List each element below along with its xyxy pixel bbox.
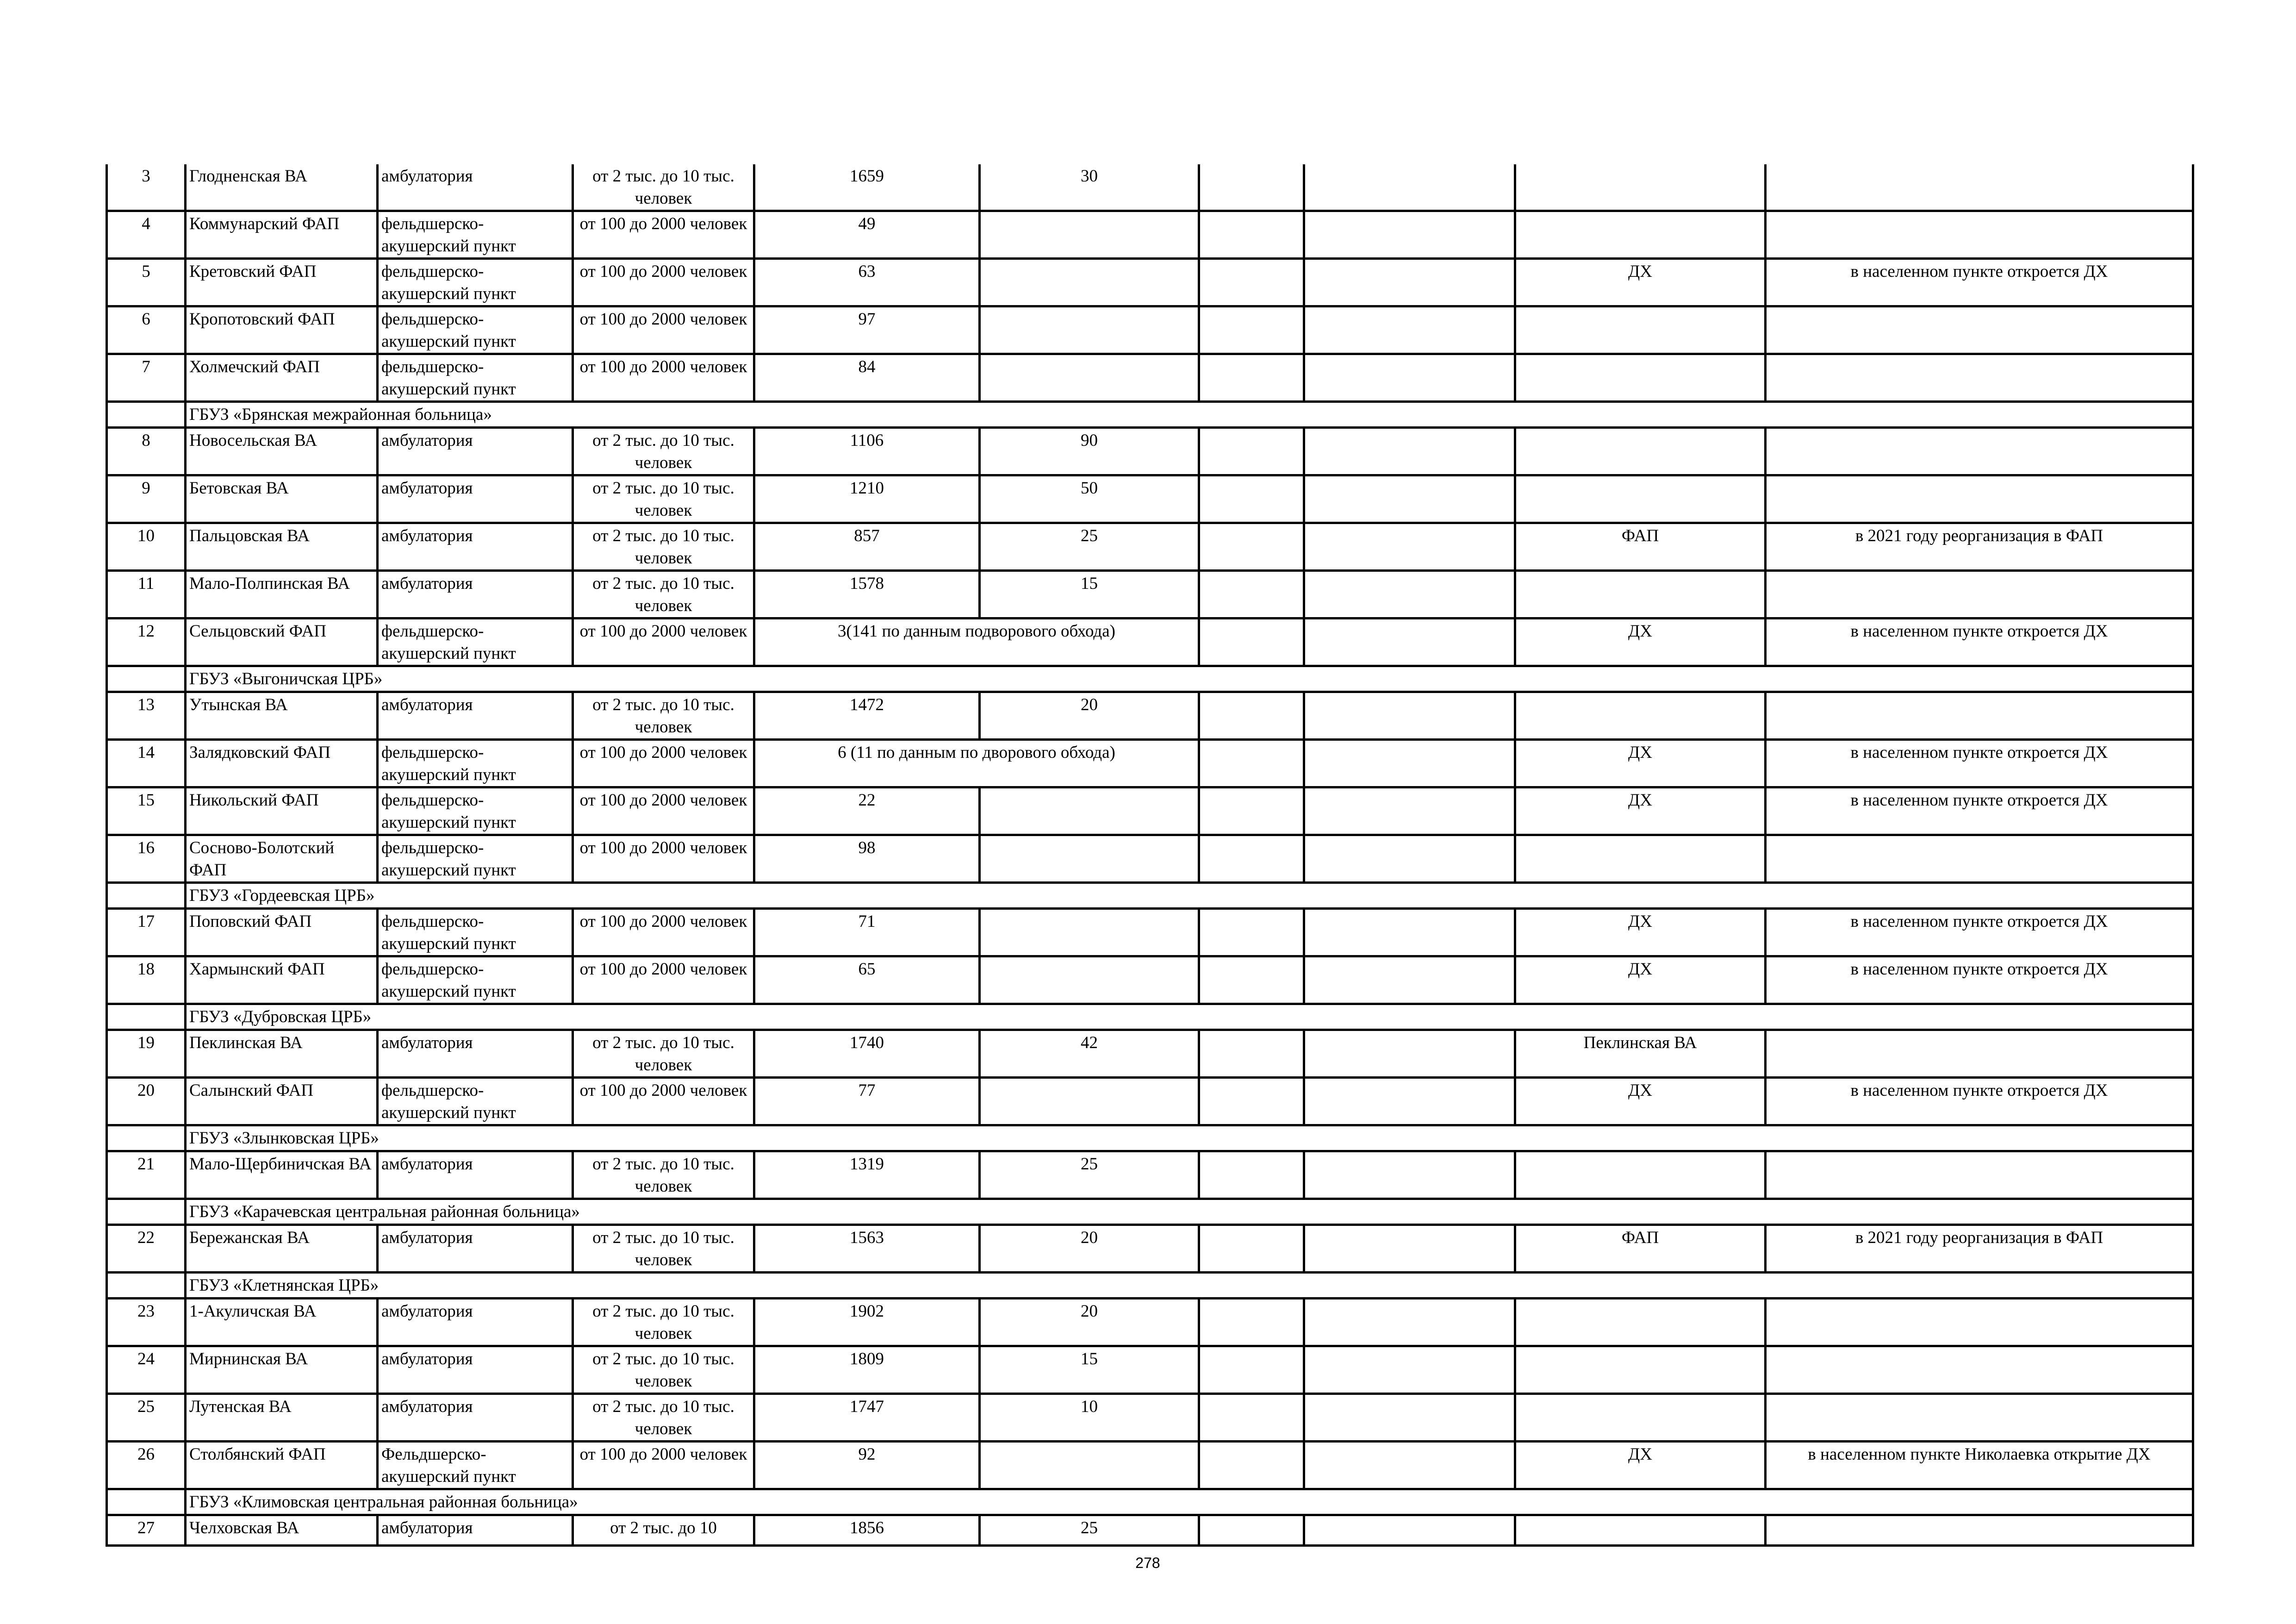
row-number: 7 — [107, 354, 186, 402]
row-number: 4 — [107, 211, 186, 259]
population-range: от 2 тыс. до 10 — [573, 1515, 754, 1546]
planned-unit: ДХ — [1515, 1078, 1766, 1125]
facility-type: фельдшерско-акушерский пункт — [378, 1078, 573, 1125]
population-range: от 2 тыс. до 10 тыс. человек — [573, 428, 754, 475]
planned-unit: ДХ — [1515, 956, 1766, 1004]
planned-action — [1766, 428, 2193, 475]
col7-value — [1199, 740, 1304, 787]
population-count: 77 — [754, 1078, 980, 1125]
col7-value — [1199, 835, 1304, 883]
col8-value — [1304, 1151, 1515, 1199]
col7-value — [1199, 259, 1304, 306]
section-title: ГБУЗ «Злынковская ЦРБ» — [186, 1125, 2193, 1151]
planned-unit — [1515, 1394, 1766, 1442]
planned-action: в населенном пункте откроется ДХ — [1766, 787, 2193, 835]
col7-value — [1199, 428, 1304, 475]
population-count: 63 — [754, 259, 980, 306]
section-num-cell — [107, 1273, 186, 1299]
planned-action — [1766, 1394, 2193, 1442]
planned-unit — [1515, 1346, 1766, 1394]
population-count: 92 — [754, 1442, 980, 1489]
facility-type: амбулатория — [378, 164, 573, 211]
col8-value — [1304, 1346, 1515, 1394]
table-row — [107, 306, 2193, 354]
population-count: 1106 — [754, 428, 980, 475]
row-number: 22 — [107, 1225, 186, 1273]
facility-type: амбулатория — [378, 475, 573, 523]
row-number: 12 — [107, 618, 186, 666]
population-count: 1578 — [754, 571, 980, 618]
row-number: 18 — [107, 956, 186, 1004]
page-number: 278 — [1135, 1555, 1160, 1571]
col7-value — [1199, 1299, 1304, 1346]
planned-action — [1766, 571, 2193, 618]
col8-value — [1304, 956, 1515, 1004]
planned-action: в 2021 году реорганизация в ФАП — [1766, 523, 2193, 571]
section-row — [107, 1004, 2193, 1030]
population-range: от 2 тыс. до 10 тыс. человек — [573, 1151, 754, 1199]
population-range: от 100 до 2000 человек — [573, 259, 754, 306]
facility-type: амбулатория — [378, 1225, 573, 1273]
population-range: от 100 до 2000 человек — [573, 1078, 754, 1125]
planned-action — [1766, 1515, 2193, 1546]
section-title: ГБУЗ «Гордеевская ЦРБ» — [186, 883, 2193, 909]
population-count: 98 — [754, 835, 980, 883]
distance-value: 15 — [980, 1346, 1199, 1394]
row-number: 16 — [107, 835, 186, 883]
col8-value — [1304, 787, 1515, 835]
col8-value — [1304, 523, 1515, 571]
facility-type: фельдшерско-акушерский пункт — [378, 787, 573, 835]
row-number: 14 — [107, 740, 186, 787]
facility-type: фельдшерско-акушерский пункт — [378, 306, 573, 354]
table-row — [107, 1151, 2193, 1199]
col8-value — [1304, 475, 1515, 523]
table-row — [107, 211, 2193, 259]
planned-action — [1766, 354, 2193, 402]
facility-name: Коммунарский ФАП — [186, 211, 378, 259]
row-number: 5 — [107, 259, 186, 306]
population-range: от 2 тыс. до 10 тыс. человек — [573, 1394, 754, 1442]
section-title: ГБУЗ «Клетнянская ЦРБ» — [186, 1273, 2193, 1299]
section-num-cell — [107, 883, 186, 909]
distance-value: 50 — [980, 475, 1199, 523]
row-number: 15 — [107, 787, 186, 835]
distance-value — [980, 1078, 1199, 1125]
row-number: 6 — [107, 306, 186, 354]
planned-action — [1766, 692, 2193, 740]
col8-value — [1304, 1442, 1515, 1489]
planned-unit — [1515, 475, 1766, 523]
col7-value — [1199, 523, 1304, 571]
planned-action: в населенном пункте откроется ДХ — [1766, 909, 2193, 956]
planned-action — [1766, 835, 2193, 883]
population-count: 6 (11 по данным по дворового обхода) — [754, 740, 1199, 787]
table-row — [107, 1078, 2193, 1125]
facility-type: фельдшерско-акушерский пункт — [378, 909, 573, 956]
col8-value — [1304, 1225, 1515, 1273]
planned-action — [1766, 164, 2193, 211]
population-range: от 100 до 2000 человек — [573, 211, 754, 259]
planned-unit: ДХ — [1515, 787, 1766, 835]
planned-action — [1766, 475, 2193, 523]
table-row — [107, 164, 2193, 211]
facility-type: амбулатория — [378, 523, 573, 571]
population-range: от 2 тыс. до 10 тыс. человек — [573, 1030, 754, 1078]
section-title: ГБУЗ «Дубровская ЦРБ» — [186, 1004, 2193, 1030]
planned-unit: Пеклинская ВА — [1515, 1030, 1766, 1078]
planned-action: в 2021 году реорганизация в ФАП — [1766, 1225, 2193, 1273]
planned-action: в населенном пункте откроется ДХ — [1766, 259, 2193, 306]
population-range: от 100 до 2000 человек — [573, 909, 754, 956]
facility-type: фельдшерско-акушерский пункт — [378, 259, 573, 306]
facility-type: амбулатория — [378, 1030, 573, 1078]
facility-name: Челховская ВА — [186, 1515, 378, 1546]
table-row — [107, 787, 2193, 835]
facility-type: фельдшерско-акушерский пункт — [378, 354, 573, 402]
distance-value: 20 — [980, 692, 1199, 740]
section-num-cell — [107, 666, 186, 692]
col8-value — [1304, 164, 1515, 211]
col7-value — [1199, 1394, 1304, 1442]
planned-unit: ДХ — [1515, 740, 1766, 787]
col8-value — [1304, 1078, 1515, 1125]
facility-type: амбулатория — [378, 1515, 573, 1546]
facility-name: Столбянский ФАП — [186, 1442, 378, 1489]
table-row — [107, 835, 2193, 883]
table-row — [107, 1346, 2193, 1394]
col8-value — [1304, 835, 1515, 883]
distance-value — [980, 211, 1199, 259]
table-row — [107, 354, 2193, 402]
planned-unit — [1515, 354, 1766, 402]
col7-value — [1199, 1151, 1304, 1199]
section-title: ГБУЗ «Выгоничская ЦРБ» — [186, 666, 2193, 692]
distance-value: 25 — [980, 1515, 1199, 1546]
distance-value: 10 — [980, 1394, 1199, 1442]
planned-unit: ДХ — [1515, 618, 1766, 666]
planned-unit: ДХ — [1515, 1442, 1766, 1489]
row-number: 23 — [107, 1299, 186, 1346]
section-num-cell — [107, 1489, 186, 1515]
population-range: от 2 тыс. до 10 тыс. человек — [573, 475, 754, 523]
section-num-cell — [107, 402, 186, 428]
col8-value — [1304, 1515, 1515, 1546]
section-row — [107, 1489, 2193, 1515]
planned-action — [1766, 1151, 2193, 1199]
row-number: 3 — [107, 164, 186, 211]
planned-action — [1766, 211, 2193, 259]
planned-unit — [1515, 835, 1766, 883]
col7-value — [1199, 956, 1304, 1004]
population-count: 3(141 по данным подворового обхода) — [754, 618, 1199, 666]
facility-name: Сосново-Болотский ФАП — [186, 835, 378, 883]
facility-type: Фельдшерско-акушерский пункт — [378, 1442, 573, 1489]
col7-value — [1199, 787, 1304, 835]
table-row — [107, 909, 2193, 956]
facility-name: Поповский ФАП — [186, 909, 378, 956]
col8-value — [1304, 1030, 1515, 1078]
col7-value — [1199, 1030, 1304, 1078]
row-number: 25 — [107, 1394, 186, 1442]
facility-name: Кропотовский ФАП — [186, 306, 378, 354]
table-row — [107, 428, 2193, 475]
facility-name: Сельцовский ФАП — [186, 618, 378, 666]
table-row — [107, 475, 2193, 523]
col7-value — [1199, 1346, 1304, 1394]
planned-unit — [1515, 211, 1766, 259]
facility-type: амбулатория — [378, 1299, 573, 1346]
row-number: 26 — [107, 1442, 186, 1489]
facility-type: фельдшерско-акушерский пункт — [378, 618, 573, 666]
planned-unit — [1515, 306, 1766, 354]
table-row — [107, 1030, 2193, 1078]
section-title: ГБУЗ «Карачевская центральная районная больница» — [186, 1199, 2193, 1225]
section-row — [107, 1199, 2193, 1225]
table-row — [107, 1515, 2193, 1546]
population-range: от 100 до 2000 человек — [573, 354, 754, 402]
distance-value — [980, 787, 1199, 835]
col8-value — [1304, 428, 1515, 475]
row-number: 19 — [107, 1030, 186, 1078]
table-row — [107, 692, 2193, 740]
facility-name: Салынский ФАП — [186, 1078, 378, 1125]
col7-value — [1199, 354, 1304, 402]
col8-value — [1304, 354, 1515, 402]
planned-unit — [1515, 1299, 1766, 1346]
section-num-cell — [107, 1004, 186, 1030]
planned-action — [1766, 306, 2193, 354]
col7-value — [1199, 909, 1304, 956]
facility-name: Мало-Щербиничская ВА — [186, 1151, 378, 1199]
population-count: 1563 — [754, 1225, 980, 1273]
table-row — [107, 1394, 2193, 1442]
population-range: от 100 до 2000 человек — [573, 306, 754, 354]
section-title: ГБУЗ «Брянская межрайонная больница» — [186, 402, 2193, 428]
population-count: 1902 — [754, 1299, 980, 1346]
planned-action — [1766, 1030, 2193, 1078]
col8-value — [1304, 1299, 1515, 1346]
col7-value — [1199, 571, 1304, 618]
population-range: от 100 до 2000 человек — [573, 835, 754, 883]
distance-value: 20 — [980, 1225, 1199, 1273]
population-range: от 2 тыс. до 10 тыс. человек — [573, 523, 754, 571]
col8-value — [1304, 909, 1515, 956]
distance-value: 42 — [980, 1030, 1199, 1078]
planned-action: в населенном пункте Николаевка открытие ДХ — [1766, 1442, 2193, 1489]
facility-type: фельдшерско-акушерский пункт — [378, 835, 573, 883]
col7-value — [1199, 475, 1304, 523]
facility-name: Бережанская ВА — [186, 1225, 378, 1273]
distance-value — [980, 354, 1199, 402]
population-count: 1809 — [754, 1346, 980, 1394]
population-count: 22 — [754, 787, 980, 835]
planned-unit — [1515, 1151, 1766, 1199]
col8-value — [1304, 740, 1515, 787]
planned-action: в населенном пункте откроется ДХ — [1766, 956, 2193, 1004]
population-count: 1472 — [754, 692, 980, 740]
population-count: 1210 — [754, 475, 980, 523]
distance-value — [980, 835, 1199, 883]
section-row — [107, 1125, 2193, 1151]
facility-name: Залядковский ФАП — [186, 740, 378, 787]
facility-type: амбулатория — [378, 428, 573, 475]
population-count: 49 — [754, 211, 980, 259]
row-number: 9 — [107, 475, 186, 523]
section-row — [107, 1273, 2193, 1299]
distance-value — [980, 956, 1199, 1004]
planned-unit — [1515, 571, 1766, 618]
planned-unit — [1515, 428, 1766, 475]
col7-value — [1199, 1225, 1304, 1273]
col8-value — [1304, 211, 1515, 259]
population-count: 1659 — [754, 164, 980, 211]
col8-value — [1304, 1394, 1515, 1442]
population-count: 1319 — [754, 1151, 980, 1199]
facility-type: амбулатория — [378, 571, 573, 618]
planned-unit: ФАП — [1515, 523, 1766, 571]
planned-action: в населенном пункте откроется ДХ — [1766, 618, 2193, 666]
row-number: 8 — [107, 428, 186, 475]
section-row — [107, 883, 2193, 909]
table-row — [107, 618, 2193, 666]
distance-value: 20 — [980, 1299, 1199, 1346]
distance-value — [980, 909, 1199, 956]
distance-value — [980, 1442, 1199, 1489]
row-number: 24 — [107, 1346, 186, 1394]
planned-action: в населенном пункте откроется ДХ — [1766, 1078, 2193, 1125]
population-range: от 100 до 2000 человек — [573, 787, 754, 835]
facility-name: Утынская ВА — [186, 692, 378, 740]
col7-value — [1199, 1442, 1304, 1489]
col7-value — [1199, 164, 1304, 211]
population-range: от 2 тыс. до 10 тыс. человек — [573, 692, 754, 740]
facility-type: фельдшерско-акушерский пункт — [378, 211, 573, 259]
facility-name: Лутенская ВА — [186, 1394, 378, 1442]
facility-name: Холмечский ФАП — [186, 354, 378, 402]
population-range: от 2 тыс. до 10 тыс. человек — [573, 1346, 754, 1394]
facility-name: Кретовский ФАП — [186, 259, 378, 306]
table-row — [107, 740, 2193, 787]
facility-name: Хармынский ФАП — [186, 956, 378, 1004]
population-count: 71 — [754, 909, 980, 956]
planned-unit: ДХ — [1515, 259, 1766, 306]
facility-type: амбулатория — [378, 1151, 573, 1199]
facility-type: фельдшерско-акушерский пункт — [378, 740, 573, 787]
planned-unit: ДХ — [1515, 909, 1766, 956]
facility-type: амбулатория — [378, 1346, 573, 1394]
population-range: от 100 до 2000 человек — [573, 740, 754, 787]
distance-value — [980, 306, 1199, 354]
row-number: 21 — [107, 1151, 186, 1199]
population-count: 84 — [754, 354, 980, 402]
distance-value: 15 — [980, 571, 1199, 618]
facility-name: Мирнинская ВА — [186, 1346, 378, 1394]
planned-unit — [1515, 692, 1766, 740]
population-count: 1740 — [754, 1030, 980, 1078]
facility-name: Никольский ФАП — [186, 787, 378, 835]
row-number: 10 — [107, 523, 186, 571]
facility-type: фельдшерско-акушерский пункт — [378, 956, 573, 1004]
col8-value — [1304, 306, 1515, 354]
population-count: 65 — [754, 956, 980, 1004]
col7-value — [1199, 692, 1304, 740]
facility-name: 1-Акуличская ВА — [186, 1299, 378, 1346]
facility-name: Глодненская ВА — [186, 164, 378, 211]
facility-name: Пеклинская ВА — [186, 1030, 378, 1078]
distance-value: 90 — [980, 428, 1199, 475]
table-row — [107, 571, 2193, 618]
population-count: 97 — [754, 306, 980, 354]
row-number: 17 — [107, 909, 186, 956]
planned-action — [1766, 1346, 2193, 1394]
col8-value — [1304, 618, 1515, 666]
facility-name: Мало-Полпинская ВА — [186, 571, 378, 618]
row-number: 13 — [107, 692, 186, 740]
table-row — [107, 1225, 2193, 1273]
planned-action — [1766, 1299, 2193, 1346]
population-range: от 100 до 2000 человек — [573, 1442, 754, 1489]
table-row — [107, 259, 2193, 306]
population-range: от 100 до 2000 человек — [573, 618, 754, 666]
facility-name: Новосельская ВА — [186, 428, 378, 475]
table-row — [107, 956, 2193, 1004]
facility-name: Бетовская ВА — [186, 475, 378, 523]
table-row — [107, 523, 2193, 571]
facility-type: амбулатория — [378, 1394, 573, 1442]
col7-value — [1199, 306, 1304, 354]
population-range: от 2 тыс. до 10 тыс. человек — [573, 571, 754, 618]
row-number: 20 — [107, 1078, 186, 1125]
population-range: от 100 до 2000 человек — [573, 956, 754, 1004]
population-range: от 2 тыс. до 10 тыс. человек — [573, 1225, 754, 1273]
planned-unit — [1515, 1515, 1766, 1546]
col7-value — [1199, 618, 1304, 666]
table-row — [107, 1442, 2193, 1489]
planned-unit — [1515, 164, 1766, 211]
population-count: 1747 — [754, 1394, 980, 1442]
table-row — [107, 1299, 2193, 1346]
population-range: от 2 тыс. до 10 тыс. человек — [573, 164, 754, 211]
col7-value — [1199, 1515, 1304, 1546]
col7-value — [1199, 211, 1304, 259]
distance-value — [980, 259, 1199, 306]
facility-name: Пальцовская ВА — [186, 523, 378, 571]
col8-value — [1304, 259, 1515, 306]
planned-unit: ФАП — [1515, 1225, 1766, 1273]
distance-value: 25 — [980, 1151, 1199, 1199]
population-count: 1856 — [754, 1515, 980, 1546]
col8-value — [1304, 692, 1515, 740]
distance-value: 30 — [980, 164, 1199, 211]
section-title: ГБУЗ «Климовская центральная районная больница» — [186, 1489, 2193, 1515]
population-range: от 2 тыс. до 10 тыс. человек — [573, 1299, 754, 1346]
section-row — [107, 666, 2193, 692]
distance-value: 25 — [980, 523, 1199, 571]
col8-value — [1304, 571, 1515, 618]
section-num-cell — [107, 1199, 186, 1225]
section-num-cell — [107, 1125, 186, 1151]
facilities-table — [106, 164, 2194, 1547]
facility-type: амбулатория — [378, 692, 573, 740]
population-count: 857 — [754, 523, 980, 571]
row-number: 11 — [107, 571, 186, 618]
section-row — [107, 402, 2193, 428]
row-number: 27 — [107, 1515, 186, 1546]
col7-value — [1199, 1078, 1304, 1125]
planned-action: в населенном пункте откроется ДХ — [1766, 740, 2193, 787]
